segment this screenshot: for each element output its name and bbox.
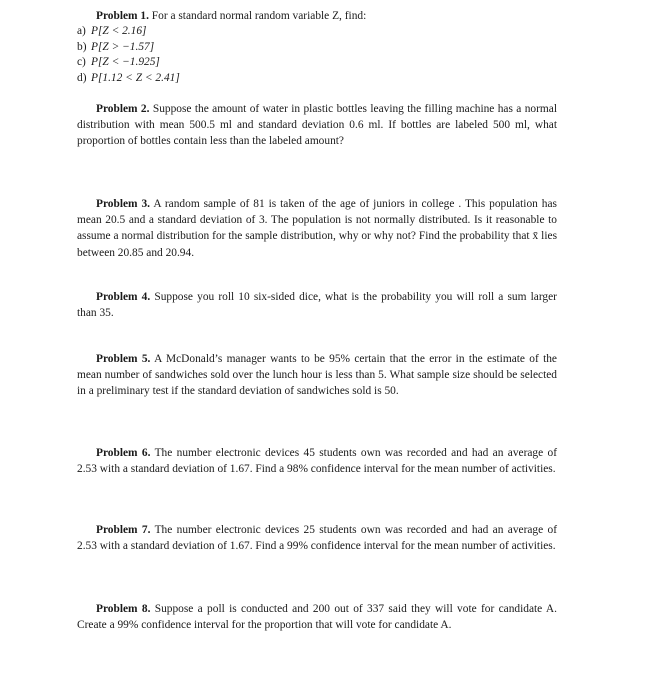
problem-3-label: Problem 3. — [96, 198, 151, 210]
problem-1-part-c: c) P[Z < −1.925] — [77, 56, 160, 69]
problem-2-label: Problem 2. — [96, 103, 150, 115]
problem-5-label: Problem 5. — [96, 353, 151, 365]
problem-8 — [77, 601, 557, 633]
problem-4-label: Problem 4. — [96, 291, 151, 303]
problem-1 — [77, 8, 557, 86]
problem-7 — [77, 522, 557, 554]
problem-1-label: Problem 1. — [96, 10, 149, 22]
problem-2-text: Suppose the amount of water in plastic bottles leaving the filling machine has a normal distribution with mean 500.5 ml and standard deviation 0.6 ml. If bottles are labeled 500 ml, what proportion of bottles contain less than the labeled amount? — [77, 103, 558, 148]
problem-7-label: Problem 7. — [96, 524, 151, 536]
problem-5-text: A McDonald’s manager wants to be 95% certain that the error in the estimate of the mean number of sandwiches sold over the lunch hour is less than 5. What sample size should be selected in a preliminary test if the standard deviation of sandwiches sold is 50. — [77, 353, 557, 398]
problem-3-text: A random sample of 81 is taken of the age of juniors in college . This population has mean 20.5 and a standard deviation of 3. The population is not normally distributed. Is it reasonable to assume a normal distribution for the sample distribution, why or why not? Find the probability that x̄ lies between 20.85 and 20.94. — [77, 198, 557, 259]
problem-1-part-a: a) P[Z < 2.16] — [77, 25, 147, 38]
problem-6-label: Problem 6. — [96, 447, 151, 459]
problem-1-part-d: d) P[1.12 < Z < 2.41] — [77, 71, 180, 84]
problem-8-text: Suppose a poll is conducted and 200 out of 337 said they will vote for candidate A. Create a 99% confidence interval for the proportion that will vote for candidate A. — [77, 603, 557, 632]
problem-6 — [77, 445, 557, 477]
problem-6-text: The number electronic devices 45 students own was recorded and had an average of 2.53 with a standard deviation of 1.67. Find a 98% confidence interval for the mean number of activities. — [77, 447, 557, 476]
problem-2 — [77, 101, 557, 150]
problem-1-statement — [77, 8, 557, 24]
problem-5 — [77, 351, 557, 400]
problem-7-text: The number electronic devices 25 students own was recorded and had an average of 2.53 with a standard deviation of 1.67. Find a 99% confidence interval for the mean number of activities. — [77, 524, 557, 553]
problem-4 — [77, 289, 557, 321]
problem-8-label: Problem 8. — [96, 603, 151, 615]
problem-1-part-b: b) P[Z > −1.57] — [77, 40, 155, 53]
problem-1-text: For a standard normal random variable Z, find: — [151, 10, 367, 22]
problem-4-text: Suppose you roll 10 six-sided dice, what is the probability you will roll a sum larger than 35. — [77, 291, 557, 320]
problem-3 — [77, 196, 557, 261]
